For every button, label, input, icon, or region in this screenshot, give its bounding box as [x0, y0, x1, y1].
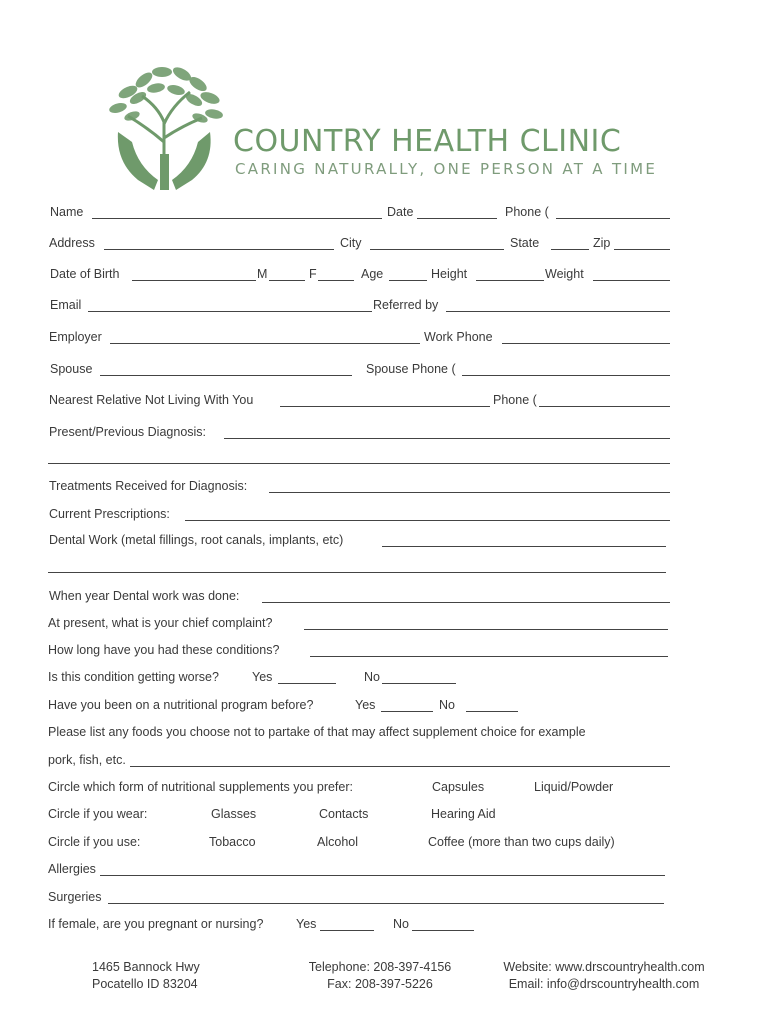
weight-label: Weight	[545, 267, 584, 281]
dental-year-label: When year Dental work was done:	[49, 589, 240, 603]
capsules-option[interactable]: Capsules	[432, 780, 485, 794]
row-email	[48, 298, 670, 316]
nutritional-program-label: Have you been on a nutritional program before?	[48, 698, 314, 712]
name-field[interactable]	[92, 218, 382, 219]
tobacco-option[interactable]: Tobacco	[209, 835, 256, 849]
spouse-phone-field[interactable]	[462, 375, 670, 376]
clinic-tagline: CARING NATURALLY, ONE PERSON AT A TIME	[235, 160, 658, 178]
supplement-form-label: Circle which form of nutritional supplements you prefer:	[48, 780, 353, 794]
worse-yes-label: Yes	[252, 670, 273, 684]
program-yes-label: Yes	[355, 698, 376, 712]
row-surgeries	[48, 890, 670, 908]
dental-work-field-line-2[interactable]	[48, 572, 666, 573]
footer-email[interactable]: Email: info@drscountryhealth.com	[508, 977, 700, 991]
allergies-label: Allergies	[48, 862, 96, 876]
footer-telephone: Telephone: 208-397-4156	[308, 960, 452, 974]
relative-phone-label: Phone (	[493, 393, 537, 407]
row-how-long	[48, 643, 670, 661]
foods-label-line-2: pork, fish, etc.	[48, 753, 126, 767]
work-phone-field[interactable]	[502, 343, 670, 344]
row-getting-worse	[48, 670, 670, 688]
name-label: Name	[50, 205, 84, 219]
pregnant-label: If female, are you pregnant or nursing?	[48, 917, 264, 931]
row-prescriptions	[48, 507, 670, 525]
address-label: Address	[49, 236, 95, 250]
diagnosis-field-line-2[interactable]	[48, 463, 670, 464]
spouse-field[interactable]	[100, 375, 352, 376]
diagnosis-label: Present/Previous Diagnosis:	[49, 425, 207, 439]
spouse-label: Spouse	[50, 362, 93, 376]
row-diagnosis	[48, 425, 670, 443]
row-circle-use	[48, 835, 670, 853]
female-label: F	[309, 267, 317, 281]
email-field[interactable]	[88, 311, 372, 312]
footer-phone	[300, 959, 460, 993]
nearest-relative-label: Nearest Relative Not Living With You	[49, 393, 254, 407]
chief-complaint-label: At present, what is your chief complaint?	[48, 616, 273, 630]
city-field[interactable]	[370, 249, 504, 250]
phone-label: Phone (	[505, 205, 549, 219]
row-pregnant	[48, 917, 670, 935]
row-circle-wear	[48, 807, 670, 825]
row-foods	[48, 725, 670, 743]
weight-field[interactable]	[593, 280, 670, 281]
clinic-name: COUNTRY HEALTH CLINIC	[233, 124, 622, 159]
row-dental-work	[48, 533, 670, 551]
chief-complaint-field[interactable]	[304, 629, 668, 630]
dob-label: Date of Birth	[50, 267, 120, 281]
circle-wear-label: Circle if you wear:	[48, 807, 148, 821]
how-long-field[interactable]	[310, 656, 668, 657]
row-chief-complaint	[48, 616, 670, 634]
state-field[interactable]	[551, 249, 589, 250]
footer-website[interactable]: Website: www.drscountryhealth.com	[503, 960, 705, 974]
foods-label-line-1: Please list any foods you choose not to partake of that may affect supplement choice for example	[48, 725, 586, 739]
how-long-label: How long have you had these conditions?	[48, 643, 280, 657]
height-field[interactable]	[476, 280, 544, 281]
footer-address	[92, 959, 200, 993]
surgeries-field[interactable]	[108, 903, 664, 904]
pregnant-yes-field[interactable]	[320, 930, 374, 931]
spouse-phone-label: Spouse Phone (	[366, 362, 456, 376]
tree-hands-icon	[98, 62, 234, 194]
row-name	[48, 205, 670, 223]
getting-worse-label: Is this condition getting worse?	[48, 670, 219, 684]
row-spouse	[48, 362, 670, 380]
pregnant-no-label: No	[393, 917, 409, 931]
zip-label: Zip	[593, 236, 611, 250]
prescriptions-label: Current Prescriptions:	[49, 507, 170, 521]
program-yes-field[interactable]	[381, 711, 433, 712]
date-label: Date	[387, 205, 414, 219]
pregnant-yes-label: Yes	[296, 917, 317, 931]
program-no-label: No	[439, 698, 455, 712]
row-dental-year	[48, 589, 670, 607]
pregnant-no-field[interactable]	[412, 930, 474, 931]
dob-field[interactable]	[132, 280, 256, 281]
nearest-relative-field[interactable]	[280, 406, 490, 407]
employer-field[interactable]	[110, 343, 420, 344]
footer-fax: Fax: 208-397-5226	[327, 977, 433, 991]
age-field[interactable]	[389, 280, 427, 281]
contacts-option[interactable]: Contacts	[319, 807, 369, 821]
address-field[interactable]	[104, 249, 334, 250]
circle-use-label: Circle if you use:	[48, 835, 141, 849]
age-label: Age	[361, 267, 384, 281]
prescriptions-field[interactable]	[185, 520, 670, 521]
phone-field[interactable]	[556, 218, 670, 219]
work-phone-label: Work Phone	[424, 330, 493, 344]
footer-address-line-2: Pocatello ID 83204	[92, 977, 198, 991]
foods-field[interactable]	[130, 766, 670, 767]
treatments-label: Treatments Received for Diagnosis:	[49, 479, 248, 493]
male-label: M	[257, 267, 268, 281]
program-no-field[interactable]	[466, 711, 518, 712]
hearing-aid-option[interactable]: Hearing Aid	[431, 807, 496, 821]
dental-year-field[interactable]	[262, 602, 670, 603]
row-relative	[48, 393, 670, 411]
row-supplement-form	[48, 780, 670, 798]
surgeries-label: Surgeries	[48, 890, 102, 904]
footer-web	[486, 959, 722, 993]
footer-address-line-1: 1465 Bannock Hwy	[92, 960, 200, 974]
dental-work-field[interactable]	[382, 546, 666, 547]
employer-label: Employer	[49, 330, 102, 344]
relative-phone-field[interactable]	[539, 406, 670, 407]
worse-no-label: No	[364, 670, 380, 684]
email-label: Email	[50, 298, 82, 312]
zip-field[interactable]	[614, 249, 670, 250]
row-treatments	[48, 479, 670, 497]
liquid-powder-option[interactable]: Liquid/Powder	[534, 780, 614, 794]
female-field[interactable]	[318, 280, 354, 281]
row-dob	[48, 267, 670, 285]
referred-by-field[interactable]	[446, 311, 670, 312]
allergies-field[interactable]	[100, 875, 665, 876]
row-employer	[48, 330, 670, 348]
height-label: Height	[431, 267, 468, 281]
glasses-option[interactable]: Glasses	[211, 807, 257, 821]
male-field[interactable]	[269, 280, 305, 281]
row-nutritional-program	[48, 698, 670, 716]
row-allergies	[48, 862, 670, 880]
dental-work-label: Dental Work (metal fillings, root canals, implants, etc)	[49, 533, 344, 547]
date-field[interactable]	[417, 218, 497, 219]
alcohol-option[interactable]: Alcohol	[317, 835, 358, 849]
row-foods-2	[48, 753, 670, 771]
worse-no-field[interactable]	[382, 683, 456, 684]
row-address	[48, 236, 670, 254]
city-label: City	[340, 236, 362, 250]
treatments-field[interactable]	[269, 492, 670, 493]
state-label: State	[510, 236, 540, 250]
worse-yes-field[interactable]	[278, 683, 336, 684]
coffee-option[interactable]: Coffee (more than two cups daily)	[428, 835, 615, 849]
diagnosis-field[interactable]	[224, 438, 670, 439]
referred-by-label: Referred by	[373, 298, 439, 312]
